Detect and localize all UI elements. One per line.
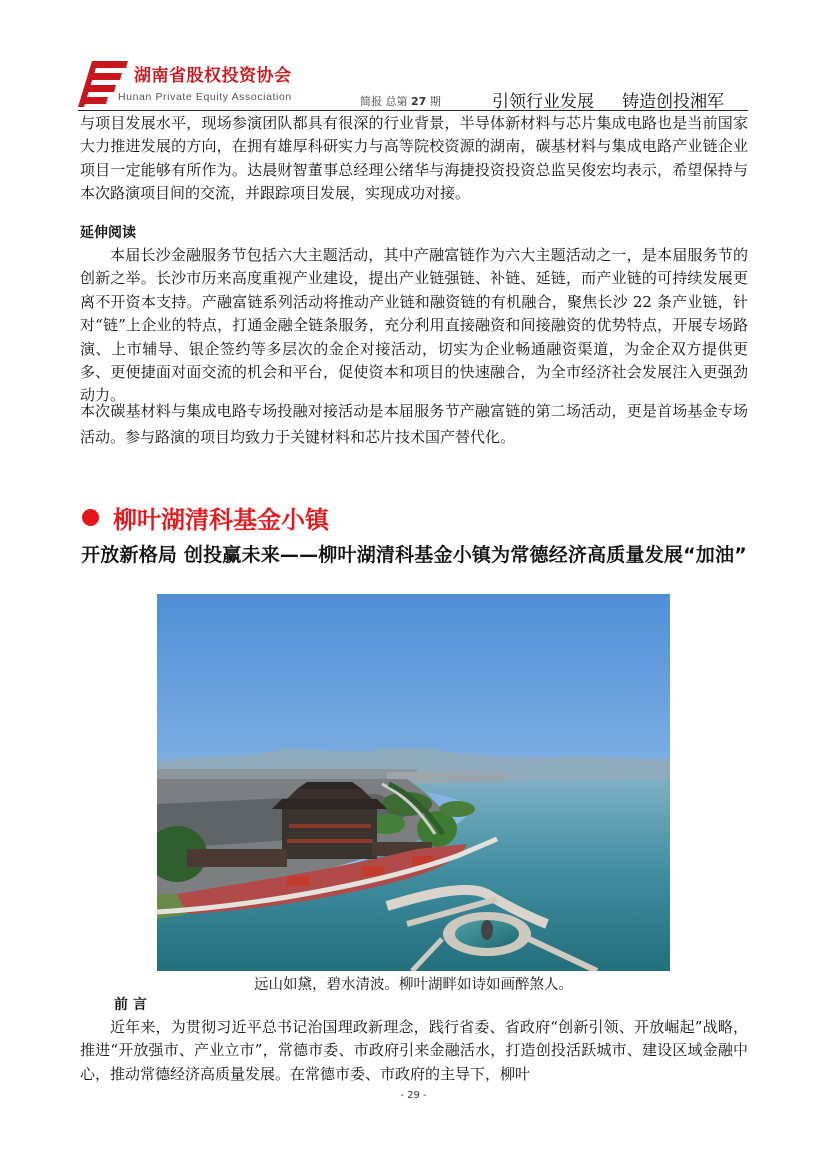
body-paragraph-continued: 与项目发展水平，现场参演团队都具有很深的行业背景，半导体新材料与芯片集成电路也是当前国家大力推进发展的方向，在拥有雄厚科研实力与高等院校资源的湖南，碳基材料与集成电路产业链企业项目一定能够有所作为。达晨财智董事总经理公绪华与海捷投资投资总监吴俊宏均表示，希望保持与本次路演项目间的交流，并跟踪项目发展，实现成功对接。: [80, 114, 748, 203]
preface-paragraph: 近年来，为贯彻习近平总书记治国理政新理念，践行省委、省政府“创新引领、开放崛起”战略，推进“开放强市、产业立市”，常德市委、市政府引来金融活水，打造创投活跃城市、建设区域金融中心，推动常德经济高质量发展。在常德市委、市政府的主导下，柳叶: [80, 1018, 748, 1083]
section-heading: [82, 500, 329, 534]
reading-paragraph: 本届长沙金融服务节包括六大主题活动，其中产融富链作为六大主题活动之一，是本届服务节的创新之举。长沙市历来高度重视产业建设，提出产业链强链、补链、延链，而产业链的可持续发展更离不开资本支持。产融富链系列活动将推动产业链和融资链的有机融合，聚焦长沙 22 条产业链，针对“链”上企业的特点，打通金融全链条服务，充分利用直接融资和间接融资的优势特点，开展专场路演、上市辅导、银企签约等多层次的金企对接活动，切实为企业畅通融资渠道，为金企双方提供更多、更便捷面对面交流的机会和平台，促使资本和项目的快速融合，为全市经济社会发展注入更强劲动力。: [80, 246, 748, 405]
article-title: 开放新格局 创投赢未来——柳叶湖清科基金小镇为常德经济高质量发展“加油”: [81, 544, 747, 566]
issue-number: 27: [411, 95, 427, 108]
reading-heading: 延伸阅读: [80, 225, 136, 241]
issue-suffix: 期: [429, 95, 441, 108]
slogan-right: 铸造创投湘军: [622, 92, 724, 112]
section-title: 柳叶湖清科基金小镇: [113, 505, 329, 534]
liuye-lake-image: [157, 594, 670, 971]
lake-photo: [157, 594, 670, 971]
issue-prefix: 简报 总第: [360, 95, 408, 108]
org-name-en: Hunan Private Equity Association: [118, 91, 292, 103]
org-name-cn: 湖南省股权投资协会: [134, 66, 292, 86]
bullet-dot-icon: [82, 509, 99, 526]
photo-caption: 远山如黛，碧水清波。柳叶湖畔如诗如画醉煞人。: [254, 977, 573, 993]
closing-paragraph: 本次碳基材料与集成电路专场投融对接活动是本届服务节产融富链的第二场活动，更是首场基金专场活动。参与路演的项目均致力于关键材料和芯片技术国产替代化。: [80, 402, 748, 446]
preface-heading: 前 言: [114, 997, 147, 1013]
page-number: - 29 -: [400, 1090, 427, 1101]
slogan-left: 引领行业发展: [492, 92, 594, 112]
